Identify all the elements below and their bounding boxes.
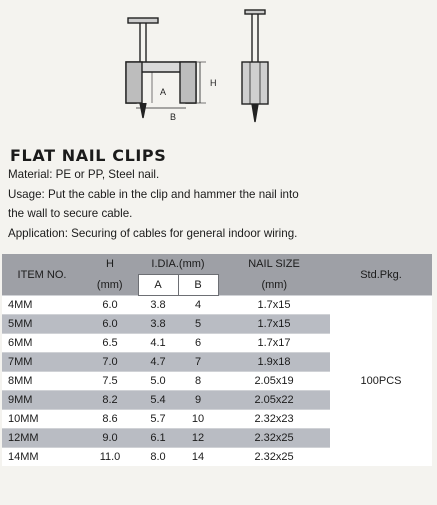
item-cell: 4MM	[2, 296, 82, 315]
nail-cell: 2.05x19	[218, 372, 330, 391]
a-cell: 5.4	[138, 391, 178, 410]
item-cell: 10MM	[2, 410, 82, 429]
clip-front-view	[126, 18, 206, 118]
header-nail-size: NAIL SIZE	[218, 254, 330, 275]
header-nail-unit: (mm)	[218, 275, 330, 296]
a-cell: 6.1	[138, 429, 178, 448]
spec-table-container	[2, 254, 432, 466]
b-cell: 14	[178, 448, 218, 467]
b-cell: 10	[178, 410, 218, 429]
h-cell: 8.2	[82, 391, 138, 410]
clip-diagram	[0, 0, 437, 135]
nail-cell: 1.7x17	[218, 334, 330, 353]
a-cell: 5.0	[138, 372, 178, 391]
h-cell: 7.0	[82, 353, 138, 372]
nail-cell: 2.32x25	[218, 448, 330, 467]
nail-cell: 2.05x22	[218, 391, 330, 410]
h-cell: 6.5	[82, 334, 138, 353]
label-b: B	[170, 112, 177, 122]
h-cell: 9.0	[82, 429, 138, 448]
header-item-no: ITEM NO.	[2, 254, 82, 296]
header-b: B	[178, 275, 218, 296]
h-cell: 7.5	[82, 372, 138, 391]
b-cell: 12	[178, 429, 218, 448]
item-cell: 12MM	[2, 429, 82, 448]
std-pkg-cell: 100PCS	[330, 296, 432, 467]
nail-cell: 2.32x25	[218, 429, 330, 448]
label-h: H	[210, 78, 217, 88]
clip-side-view	[242, 10, 268, 122]
item-cell: 6MM	[2, 334, 82, 353]
a-cell: 5.7	[138, 410, 178, 429]
a-cell: 8.0	[138, 448, 178, 467]
application-text: Application: Securing of cables for general indoor wiring.	[8, 227, 298, 240]
spec-table	[2, 254, 432, 466]
header-a: A	[138, 275, 178, 296]
a-cell: 3.8	[138, 315, 178, 334]
usage-text: Usage: Put the cable in the clip and hammer the nail into	[8, 188, 299, 201]
h-cell: 11.0	[82, 448, 138, 467]
b-cell: 9	[178, 391, 218, 410]
b-cell: 8	[178, 372, 218, 391]
usage-text-continued: the wall to secure cable.	[8, 207, 133, 220]
table-row	[2, 296, 432, 315]
header-inner-dia: I.DIA.(mm)	[138, 254, 218, 275]
material-text: Material: PE or PP, Steel nail.	[8, 168, 160, 181]
nail-cell: 1.7x15	[218, 315, 330, 334]
label-a: A	[160, 87, 167, 97]
header-h-unit: (mm)	[82, 275, 138, 296]
item-cell: 5MM	[2, 315, 82, 334]
nail-cell: 1.7x15	[218, 296, 330, 315]
b-cell: 6	[178, 334, 218, 353]
a-cell: 4.1	[138, 334, 178, 353]
item-cell: 9MM	[2, 391, 82, 410]
header-h: H	[82, 254, 138, 275]
item-cell: 7MM	[2, 353, 82, 372]
item-cell: 14MM	[2, 448, 82, 467]
a-cell: 3.8	[138, 296, 178, 315]
h-cell: 6.0	[82, 315, 138, 334]
nail-cell: 1.9x18	[218, 353, 330, 372]
nail-cell: 2.32x23	[218, 410, 330, 429]
b-cell: 5	[178, 315, 218, 334]
a-cell: 4.7	[138, 353, 178, 372]
h-cell: 6.0	[82, 296, 138, 315]
header-std-pkg: Std.Pkg.	[330, 254, 432, 296]
h-cell: 8.6	[82, 410, 138, 429]
b-cell: 4	[178, 296, 218, 315]
b-cell: 7	[178, 353, 218, 372]
page-title: FLAT NAIL CLIPS	[10, 146, 167, 165]
item-cell: 8MM	[2, 372, 82, 391]
